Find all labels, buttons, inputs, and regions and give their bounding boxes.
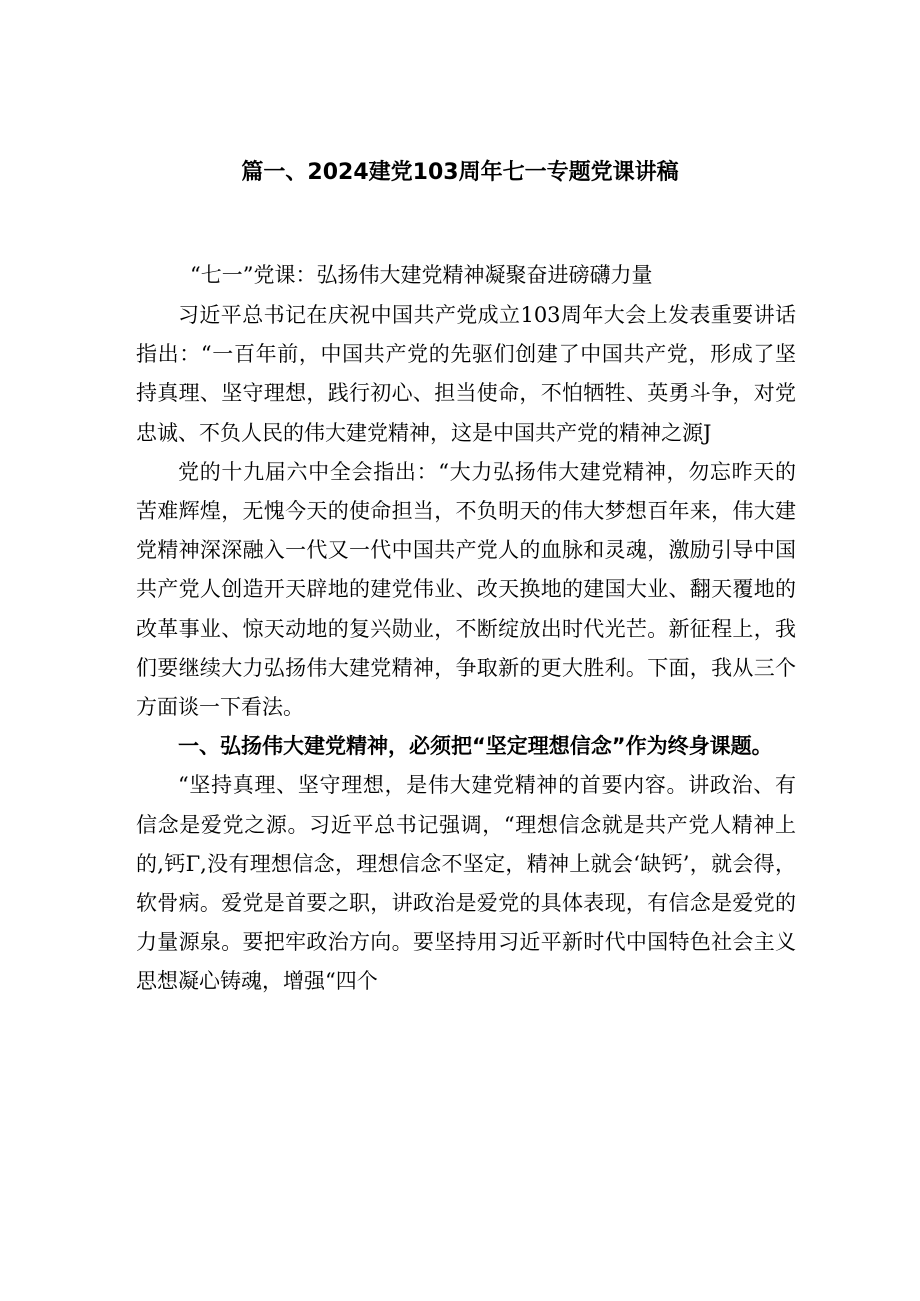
paragraph-1: 习近平总书记在庆祝中国共产党成立103周年大会上发表重要讲话指出：“一百年前，中国共产党的先驱们创建了中国共产党，形成了坚持真理、坚守理想，践行初心、担当使命，不怕牺牲、英勇斗争，对党忠诚、不负人民的伟大建党精神，这是中国共产党的精神之源J: [136, 303, 796, 445]
section-heading-1: 一、弘扬伟大建党精神，必须把“坚定理想信念”作为终身课题。: [178, 734, 773, 759]
paragraph-3: “坚持真理、坚守理想，是伟大建党精神的首要内容。讲政治、有信念是爱党之源。习近平总书记强调，“理想信念就是共产党人精神上的,钙Γ,没有理想信念，理想信念不坚定，精神上就会‘缺钙’，就会得，软骨病。爱党是首要之职，讲政治是爱党的具体表现，有信念是爱党的力量源泉。要把牢政治方向。要坚持用习近平新时代中国特色社会主义思想凝心铸魂，增强“四个: [136, 773, 796, 994]
document-body: [136, 296, 796, 1002]
paragraph-2: 党的十九届六中全会指出：“大力弘扬伟大建党精神，勿忘昨天的苦难辉煌，无愧今天的使命担当，不负明天的伟大梦想百年来，伟大建党精神深深融入一代又一代中国共产党人的血脉和灵魂，激励引导中国共产党人创造开天辟地的建党伟业、改天换地的建国大业、翻天覆地的改革事业、惊天动地的复兴勋业，不断绽放出时代光芒。新征程上，我们要继续大力弘扬伟大建党精神，争取新的更大胜利。下面，我从三个方面谈一下看法。: [136, 459, 796, 720]
document-subtitle: “七一”党课：弘扬伟大建党精神凝聚奋进磅礴力量: [190, 263, 653, 287]
document-title: 篇一、2024建党103周年七一专题党课讲稿: [241, 160, 679, 185]
